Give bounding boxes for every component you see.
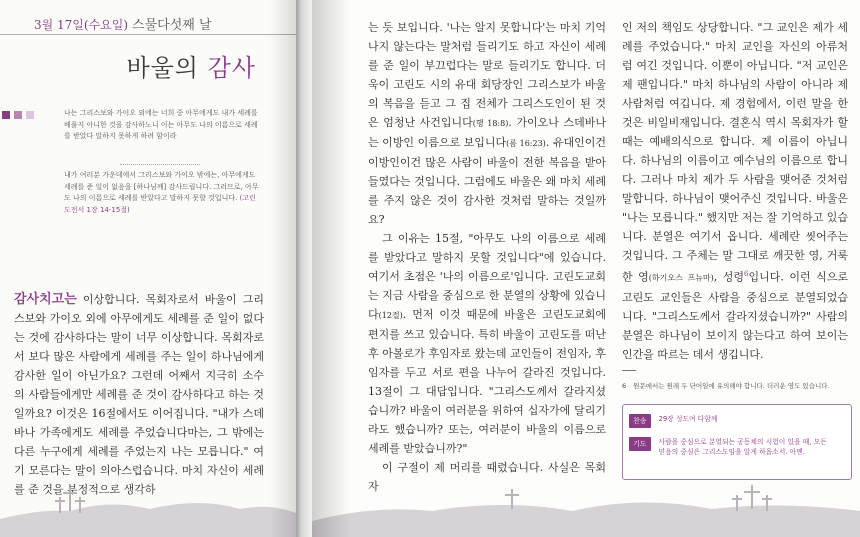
day-label: 스물다섯째 날 (132, 18, 212, 33)
verse-text: 내가 여러분 가운데에서 그리스보와 가이오 밖에는, 아무에게도 세례를 준 일이 없음을 [하나님께] 감사드립니다. 그러므로, 아무도 나의 이름으로 세례를 받았다고 말하지 못할 것입니다. (64, 171, 259, 202)
bible-ref: (행 18:8) (472, 119, 509, 128)
prayer-tag: 기도 (629, 437, 651, 451)
left-page (0, 0, 296, 537)
text-run: . 가이오나 스데바나는 이방인 이름으로 보입니다 (368, 116, 606, 149)
prayer-text: 사람을 중심으로 분열되는 공동체의 시험이 있을 때, 모든 믿음의 중심은 그리스도임을 알게 하옵소서. 아멘. (658, 438, 827, 456)
bible-ref: (12절) (378, 311, 403, 320)
verse-translation-1: 나는 그리스보와 가이오 외에는 너희 중 아무에게도 내가 세례를 베풀지 아니한 것을 감사하노니 이는 아무도 나의 이름으로 세례를 받았다 말하지 못하게 하려 함이라 (64, 109, 258, 140)
prayer-row (629, 437, 835, 457)
day-header (34, 14, 212, 33)
hymn-tag: 찬송 (629, 414, 651, 428)
hill-crosses-illustration (0, 479, 296, 537)
right-page (312, 0, 860, 537)
text-run: . 유대인이건 이방인이건 많은 사람이 바울이 전한 복음을 받아들였다는 것입니다. 그럼에도 바울은 왜 마치 세례를 주지 않은 것이 감사한 것처럼 말하는 것일까요? (368, 136, 606, 226)
footnote-marker[interactable]: 6 (743, 270, 749, 278)
footnote-rule (622, 370, 636, 371)
square-light (26, 111, 34, 119)
decor-squares (2, 111, 34, 119)
title-accent: 감사 (207, 54, 256, 82)
footnote-number: 6 (622, 382, 627, 390)
text-run: , 성령 (713, 270, 744, 284)
page-title (126, 48, 256, 83)
lead-word: 감사치고는 (14, 292, 77, 307)
page-curl-shadow (312, 0, 350, 537)
header-rule (0, 34, 296, 35)
verse-divider (120, 164, 200, 165)
hill-crosses-illustration (312, 479, 860, 537)
bible-ref: (롬 16:23) (506, 139, 546, 148)
hymn-row (629, 414, 835, 428)
square-mid (14, 111, 22, 119)
text-run: 인 저의 책임도 상당합니다. "그 교인은 제가 세례를 주었습니다." 마치 교인을 자신의 아류처럼 여긴 것입니다. 이뿐이 아닙니다. "저 교인은 제 팬입니다." 마치 하나님의 사람이 아니라 제 사람처럼 여깁니다. 제 경험에서, 이런 말을 한 것은 비일비재입니다. 결혼식 역시 목회자가 할 때는 예배의식으로 합니다. 제 이름이 아닙니다. 하나님의 이름이고 예수님의 이름으로 합니다. 그러나 마치 제가 두 사람을 맺어준 것처럼 말합니다. 하나님이 맺어주신 것입니다. 바울은 "나는 모릅니다." 했지만 저는 잘 기억하고 있습니다. 분열은 여기서 옵니다. 세례란 씻어주는 것입니다. 그 주체는 말 그대로 깨끗한 영, 거룩한 영 (622, 21, 848, 284)
text-column-1 (368, 18, 606, 496)
text-run: 는 듯 보입니다. '나는 알지 못합니다'는 마치 기억나지 않는다는 말처럼 들리기도 하고 자신이 세례를 준 일이 부끄럽다는 말로 들리기도 합니다. 더욱이 고린도 시의 유대 회당장인 그리스보가 바울의 복음을 듣고 그 집 전체가 그리스도인이 된 것은 엄청난 사건입니다 (368, 21, 606, 129)
text-run: . 먼저 이것 때문에 바울은 고린도교회에 편지를 쓰고 있습니다. 특히 바울이 고린도를 떠난 후 아볼로가 후임자로 왔는데 교인들이 전임자, 후임자를 두고 서로 편을 나누어 갈라진 것입니다. 13절이 그 대답입니다. "그리스도께서 갈라지셨습니까? 바울이 여러분을 위하여 십자가에 달리기라도 했습니까? 또는, 여러분이 바울의 이름으로 세례를 받았습니까?" (368, 308, 606, 455)
paragraph (368, 18, 606, 229)
square-dark (2, 111, 10, 119)
book-gutter (296, 0, 312, 537)
verse-translation-2 (64, 170, 260, 216)
paragraph: 이 구절이 제 머리를 때렸습니다. 사실은 목회자 (368, 461, 606, 493)
body-text: 이상합니다. 목회자로서 바울이 그리스보와 가이오 외에 아무에게도 세례를 준 일이 없다는 것에 감사하다는 말이 너무 이상합니다. 목회자로서 보다 많은 사람에게 세례를 주는 일이 하나님에게 감사한 일이 아닌가요? 그런데 어째서 지극히 소수의 사람들에게만 세례를 준 것이 감사하다고 하는 것일까요? 이것은 16절에서도 이어집니다. "내가 스데바나 가족에게도 세례를 주었습니다마는, 그 밖에는 다른 누구에게 세례를 주었는지 나는 모릅니다." 여기 모른다는 말이 의아스럽습니다. 마치 자신이 세례를 준 것을 부정적으로 생각하 (14, 293, 264, 496)
page-curl-shadow (270, 0, 296, 537)
date-label: 3월 17일(수요일) (34, 18, 129, 32)
cross-icon (55, 487, 85, 513)
footnote-text: 원문에서는 원래 두 단어임에 유의해야 합니다. 더러운 영도 있습니다. (633, 382, 830, 390)
greek-term: (하기오스 프뉴마) (648, 273, 714, 283)
verse-reference: (고린도전서 1장 14-15절) (64, 194, 256, 214)
text-column-2 (622, 18, 848, 364)
paragraph (368, 229, 606, 458)
footnote (622, 381, 848, 390)
meditation-body-start (14, 290, 264, 499)
title-main: 바울의 (126, 54, 208, 82)
text-run: 그 이유는 15절, "아무도 나의 이름으로 세례를 받았다고 말하지 못할 것입니다"에 있습니다. 여기서 초점은 '나의 이름으로'입니다. 고린도교회는 지금 사람을 중심으로 한 분열의 상황에 있습니다 (368, 232, 606, 321)
hymn-prayer-box (622, 404, 852, 480)
text-run: 입니다. 이런 식으로 고린도 교인들은 사람을 중심으로 분열되었습니다. "그리스도께서 갈라지셨습니까?" 사람의 분열은 하나님이 보이지 않는다고 하여 보이는 인간을 따르는 데서 생깁니다. (622, 270, 849, 361)
hymn-text: 29장 성도여 다함께 (658, 415, 718, 423)
